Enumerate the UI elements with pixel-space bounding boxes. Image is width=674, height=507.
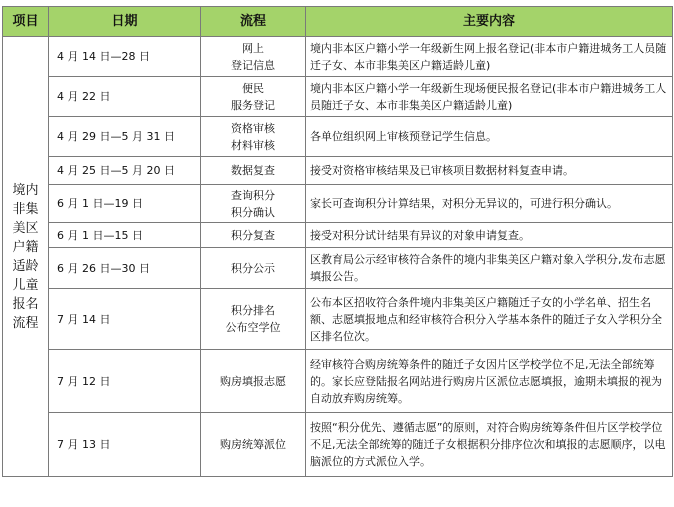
table-row bbox=[3, 157, 673, 185]
flow-line: 积分确认 bbox=[231, 205, 275, 219]
date-cell: 7 月 12 日 bbox=[49, 350, 201, 413]
table-row bbox=[3, 117, 673, 157]
flow-line: 数据复查 bbox=[231, 164, 275, 177]
flow-line: 积分公示 bbox=[231, 261, 275, 275]
flow-cell bbox=[201, 157, 306, 185]
content-cell: 各单位组织网上审核预登记学生信息。 bbox=[306, 117, 673, 157]
date-cell: 7 月 13 日 bbox=[49, 413, 201, 477]
header-date: 日期 bbox=[49, 7, 201, 37]
flow-line: 资格审核 bbox=[231, 121, 275, 135]
header-content: 主要内容 bbox=[306, 7, 673, 37]
flow-line: 购房统筹派位 bbox=[220, 438, 286, 451]
table-row bbox=[3, 77, 673, 117]
header-flow: 流程 bbox=[201, 7, 306, 37]
table-row bbox=[3, 413, 673, 477]
flow-line: 积分排名 bbox=[231, 304, 275, 317]
flow-cell bbox=[201, 77, 306, 117]
content-cell: 接受对积分试计结果有异议的对象申请复查。 bbox=[306, 223, 673, 248]
date-cell: 4 月 25 日—5 月 20 日 bbox=[49, 157, 201, 185]
flow-line: 查询积分 bbox=[231, 188, 275, 202]
project-line: 流程 bbox=[12, 315, 39, 331]
flow-cell bbox=[201, 185, 306, 223]
header-project: 项目 bbox=[3, 7, 49, 37]
table-row bbox=[3, 185, 673, 223]
date-cell: 4 月 22 日 bbox=[49, 77, 201, 117]
project-line: 报名 bbox=[12, 296, 39, 312]
project-line: 境内 bbox=[12, 182, 39, 198]
flow-cell bbox=[201, 350, 306, 413]
date-cell: 6 月 26 日—30 日 bbox=[49, 248, 201, 289]
table-row bbox=[3, 248, 673, 289]
project-line: 户籍 bbox=[12, 239, 39, 255]
flow-line: 公布空学位 bbox=[225, 321, 281, 334]
content-cell: 接受对资格审核结果及已审核项目数据材料复查申请。 bbox=[306, 157, 673, 185]
date-cell: 6 月 1 日—15 日 bbox=[49, 223, 201, 248]
flow-line: 购房填报志愿 bbox=[220, 374, 286, 388]
project-line: 非集 bbox=[12, 201, 39, 217]
table-row bbox=[3, 289, 673, 350]
flow-line: 服务登记 bbox=[231, 98, 275, 112]
flow-cell bbox=[201, 289, 306, 350]
header-row bbox=[3, 7, 673, 37]
date-cell: 4 月 29 日—5 月 31 日 bbox=[49, 117, 201, 157]
content-cell: 区教育局公示经审核符合条件的境内非集美区户籍对象入学积分,发布志愿填报公告。 bbox=[306, 248, 673, 289]
date-cell: 7 月 14 日 bbox=[49, 289, 201, 350]
table-row bbox=[3, 37, 673, 77]
table-row bbox=[3, 223, 673, 248]
project-cell bbox=[3, 37, 49, 477]
flow-cell bbox=[201, 413, 306, 477]
flow-line: 材料审核 bbox=[231, 138, 275, 152]
flow-line: 网上 bbox=[242, 41, 264, 55]
date-cell: 6 月 1 日—19 日 bbox=[49, 185, 201, 223]
content-cell: 经审核符合购房统筹条件的随迁子女因片区学校学位不足,无法全部统筹的。家长应登陆报名网站进行购房片区派位志愿填报，逾期未填报的视为自动放弃购房统筹。 bbox=[306, 350, 673, 413]
content-cell: 按照“积分优先、遵循志愿”的原则，对符合购房统筹条件但片区学校学位不足,无法全部统筹的随迁子女根据积分排序位次和填报的志愿顺序，以电脑派位的方式派位入学。 bbox=[306, 413, 673, 477]
date-cell: 4 月 14 日—28 日 bbox=[49, 37, 201, 77]
content-cell: 公布本区招收符合条件境内非集美区户籍随迁子女的小学名单、招生名额、志愿填报地点和经审核符合积分入学基本条件的随迁子女入学积分全区排名位次。 bbox=[306, 289, 673, 350]
content-cell: 家长可查询积分计算结果，对积分无异议的，可进行积分确认。 bbox=[306, 185, 673, 223]
flow-line: 便民 bbox=[242, 81, 264, 95]
schedule-table bbox=[2, 6, 673, 477]
flow-cell bbox=[201, 37, 306, 77]
project-line: 适龄 bbox=[12, 258, 39, 274]
content-cell: 境内非本区户籍小学一年级新生现场便民报名登记(非本市户籍进城务工人员随迁子女、本市非集美区户籍适龄儿童) bbox=[306, 77, 673, 117]
project-line: 儿童 bbox=[12, 277, 39, 293]
flow-cell bbox=[201, 117, 306, 157]
table-row bbox=[3, 350, 673, 413]
project-line: 美区 bbox=[12, 220, 39, 236]
flow-line: 登记信息 bbox=[231, 58, 275, 72]
flow-cell bbox=[201, 223, 306, 248]
flow-cell bbox=[201, 248, 306, 289]
content-cell: 境内非本区户籍小学一年级新生网上报名登记(非本市户籍进城务工人员随迁子女、本市非集美区户籍适龄儿童) bbox=[306, 37, 673, 77]
flow-line: 积分复查 bbox=[231, 228, 275, 242]
